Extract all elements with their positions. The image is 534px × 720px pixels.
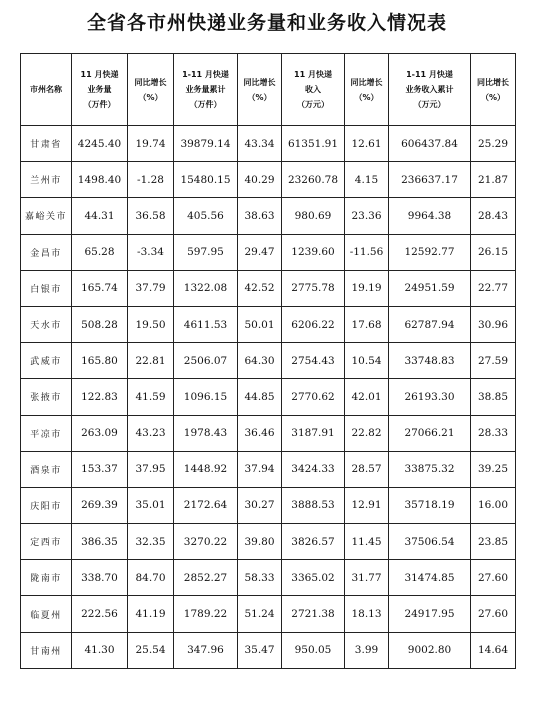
city-name-cell: 平凉市: [21, 415, 72, 451]
column-header-line: 收入: [305, 85, 321, 94]
value-cell: 40.29: [238, 162, 282, 198]
value-cell: 12592.77: [389, 234, 471, 270]
value-cell: 42.52: [238, 270, 282, 306]
value-cell: 3424.33: [282, 451, 345, 487]
table-row: [21, 451, 516, 487]
value-cell: 26.15: [471, 234, 516, 270]
value-cell: 39.25: [471, 451, 516, 487]
value-cell: 41.59: [128, 379, 174, 415]
table-body: [21, 126, 516, 669]
value-cell: 22.77: [471, 270, 516, 306]
value-cell: 3270.22: [174, 524, 238, 560]
value-cell: 58.33: [238, 560, 282, 596]
value-cell: 10.54: [345, 343, 389, 379]
value-cell: 4611.53: [174, 306, 238, 342]
value-cell: 3187.91: [282, 415, 345, 451]
city-name-cell: 兰州市: [21, 162, 72, 198]
city-name-cell: 金昌市: [21, 234, 72, 270]
value-cell: 33875.32: [389, 451, 471, 487]
value-cell: 38.85: [471, 379, 516, 415]
column-header-line: 同比增长: [243, 77, 276, 87]
value-cell: 3.99: [345, 632, 389, 668]
value-cell: 338.70: [72, 560, 128, 596]
column-header-line: 11 月快递: [80, 70, 119, 79]
column-header-line: （万件）: [189, 100, 222, 109]
value-cell: 19.74: [128, 126, 174, 162]
city-name-cell: 天水市: [21, 306, 72, 342]
value-cell: 62787.94: [389, 306, 471, 342]
value-cell: 347.96: [174, 632, 238, 668]
column-header: [128, 54, 174, 126]
value-cell: 606437.84: [389, 126, 471, 162]
column-header: [72, 54, 128, 126]
table-row: [21, 379, 516, 415]
value-cell: 39.80: [238, 524, 282, 560]
value-cell: 41.30: [72, 632, 128, 668]
value-cell: 36.46: [238, 415, 282, 451]
value-cell: 25.54: [128, 632, 174, 668]
value-cell: 2721.38: [282, 596, 345, 632]
column-header: [238, 54, 282, 126]
value-cell: 1498.40: [72, 162, 128, 198]
table-row: [21, 126, 516, 162]
column-header-line: 市州名称: [30, 85, 62, 94]
value-cell: -11.56: [345, 234, 389, 270]
table-row: [21, 632, 516, 668]
value-cell: 65.28: [72, 234, 128, 270]
value-cell: 35718.19: [389, 487, 471, 523]
column-header-line: 同比增长: [134, 77, 167, 87]
value-cell: 35.01: [128, 487, 174, 523]
city-name-cell: 临夏州: [21, 596, 72, 632]
value-cell: 3826.57: [282, 524, 345, 560]
value-cell: 597.95: [174, 234, 238, 270]
city-name-cell: 酒泉市: [21, 451, 72, 487]
value-cell: 31474.85: [389, 560, 471, 596]
value-cell: 50.01: [238, 306, 282, 342]
value-cell: 236637.17: [389, 162, 471, 198]
value-cell: 44.31: [72, 198, 128, 234]
value-cell: 84.70: [128, 560, 174, 596]
value-cell: 37.95: [128, 451, 174, 487]
value-cell: 39879.14: [174, 126, 238, 162]
value-cell: 4245.40: [72, 126, 128, 162]
value-cell: 25.29: [471, 126, 516, 162]
header-row: [21, 54, 516, 126]
value-cell: 1322.08: [174, 270, 238, 306]
value-cell: 122.83: [72, 379, 128, 415]
column-header: [389, 54, 471, 126]
value-cell: 30.96: [471, 306, 516, 342]
value-cell: 1448.92: [174, 451, 238, 487]
column-header-line: （万元）: [297, 100, 329, 109]
value-cell: 29.47: [238, 234, 282, 270]
city-name-cell: 白银市: [21, 270, 72, 306]
value-cell: 11.45: [345, 524, 389, 560]
column-header-line: （万件）: [83, 100, 116, 109]
value-cell: 28.43: [471, 198, 516, 234]
value-cell: 31.77: [345, 560, 389, 596]
value-cell: 36.58: [128, 198, 174, 234]
value-cell: 17.68: [345, 306, 389, 342]
value-cell: 386.35: [72, 524, 128, 560]
table-row: [21, 415, 516, 451]
value-cell: 33748.83: [389, 343, 471, 379]
value-cell: 28.33: [471, 415, 516, 451]
value-cell: 2506.07: [174, 343, 238, 379]
value-cell: 405.56: [174, 198, 238, 234]
value-cell: 27.60: [471, 560, 516, 596]
city-name-cell: 庆阳市: [21, 487, 72, 523]
value-cell: 24917.95: [389, 596, 471, 632]
value-cell: 37.94: [238, 451, 282, 487]
column-header-line: （%）: [354, 92, 379, 102]
column-header-line: 1-11 月快递: [182, 70, 229, 79]
value-cell: 153.37: [72, 451, 128, 487]
value-cell: 30.27: [238, 487, 282, 523]
column-header-line: 11 月快递: [294, 70, 332, 79]
value-cell: 22.81: [128, 343, 174, 379]
value-cell: 9002.80: [389, 632, 471, 668]
value-cell: 1789.22: [174, 596, 238, 632]
column-header-line: 业务量: [87, 85, 112, 94]
column-header: [282, 54, 345, 126]
value-cell: 22.82: [345, 415, 389, 451]
value-cell: 23260.78: [282, 162, 345, 198]
value-cell: 28.57: [345, 451, 389, 487]
column-header-line: （%）: [247, 92, 272, 102]
city-name-cell: 甘肃省: [21, 126, 72, 162]
city-name-cell: 甘南州: [21, 632, 72, 668]
table-row: [21, 560, 516, 596]
value-cell: 27.60: [471, 596, 516, 632]
value-cell: 9964.38: [389, 198, 471, 234]
value-cell: 508.28: [72, 306, 128, 342]
value-cell: 12.61: [345, 126, 389, 162]
page-title: 全省各市州快递业务量和业务收入情况表: [86, 12, 447, 34]
column-header-line: 同比增长: [350, 77, 383, 87]
value-cell: 61351.91: [282, 126, 345, 162]
value-cell: 6206.22: [282, 306, 345, 342]
value-cell: 2172.64: [174, 487, 238, 523]
table-row: [21, 487, 516, 523]
value-cell: -3.34: [128, 234, 174, 270]
table-row: [21, 198, 516, 234]
city-name-cell: 嘉峪关市: [21, 198, 72, 234]
value-cell: 43.23: [128, 415, 174, 451]
value-cell: 51.24: [238, 596, 282, 632]
value-cell: 43.34: [238, 126, 282, 162]
column-header-line: （万元）: [413, 100, 446, 109]
value-cell: 4.15: [345, 162, 389, 198]
value-cell: 165.74: [72, 270, 128, 306]
column-header-line: 业务量累计: [185, 85, 226, 94]
value-cell: 21.87: [471, 162, 516, 198]
value-cell: 44.85: [238, 379, 282, 415]
value-cell: 42.01: [345, 379, 389, 415]
express-report-table: [20, 53, 516, 669]
table-row: [21, 524, 516, 560]
value-cell: 18.13: [345, 596, 389, 632]
value-cell: 12.91: [345, 487, 389, 523]
value-cell: 263.09: [72, 415, 128, 451]
value-cell: 24951.59: [389, 270, 471, 306]
value-cell: 14.64: [471, 632, 516, 668]
value-cell: 23.36: [345, 198, 389, 234]
value-cell: 2775.78: [282, 270, 345, 306]
value-cell: 2770.62: [282, 379, 345, 415]
column-header: [21, 54, 72, 126]
column-header-line: （%）: [480, 92, 505, 102]
value-cell: 19.50: [128, 306, 174, 342]
value-cell: 41.19: [128, 596, 174, 632]
value-cell: 3888.53: [282, 487, 345, 523]
value-cell: 19.19: [345, 270, 389, 306]
value-cell: 2852.27: [174, 560, 238, 596]
value-cell: 16.00: [471, 487, 516, 523]
table-row: [21, 306, 516, 342]
table-row: [21, 234, 516, 270]
table-row: [21, 270, 516, 306]
value-cell: 27.59: [471, 343, 516, 379]
city-name-cell: 定西市: [21, 524, 72, 560]
value-cell: 32.35: [128, 524, 174, 560]
value-cell: 15480.15: [174, 162, 238, 198]
column-header: [345, 54, 389, 126]
column-header-line: （%）: [138, 92, 163, 102]
column-header: [174, 54, 238, 126]
table-row: [21, 596, 516, 632]
value-cell: 38.63: [238, 198, 282, 234]
value-cell: 222.56: [72, 596, 128, 632]
value-cell: 980.69: [282, 198, 345, 234]
value-cell: 269.39: [72, 487, 128, 523]
value-cell: 23.85: [471, 524, 516, 560]
value-cell: 1978.43: [174, 415, 238, 451]
city-name-cell: 陇南市: [21, 560, 72, 596]
value-cell: 3365.02: [282, 560, 345, 596]
value-cell: 37.79: [128, 270, 174, 306]
city-name-cell: 武威市: [21, 343, 72, 379]
value-cell: 1096.15: [174, 379, 238, 415]
value-cell: 27066.21: [389, 415, 471, 451]
value-cell: 35.47: [238, 632, 282, 668]
city-name-cell: 张掖市: [21, 379, 72, 415]
table-row: [21, 343, 516, 379]
value-cell: 165.80: [72, 343, 128, 379]
value-cell: 950.05: [282, 632, 345, 668]
value-cell: 64.30: [238, 343, 282, 379]
table-row: [21, 162, 516, 198]
value-cell: 26193.30: [389, 379, 471, 415]
column-header-line: 同比增长: [477, 77, 509, 87]
column-header-line: 业务收入累计: [405, 85, 454, 94]
value-cell: -1.28: [128, 162, 174, 198]
value-cell: 2754.43: [282, 343, 345, 379]
value-cell: 1239.60: [282, 234, 345, 270]
column-header: [471, 54, 516, 126]
value-cell: 37506.54: [389, 524, 471, 560]
column-header-line: 1-11 月快递: [406, 70, 453, 79]
